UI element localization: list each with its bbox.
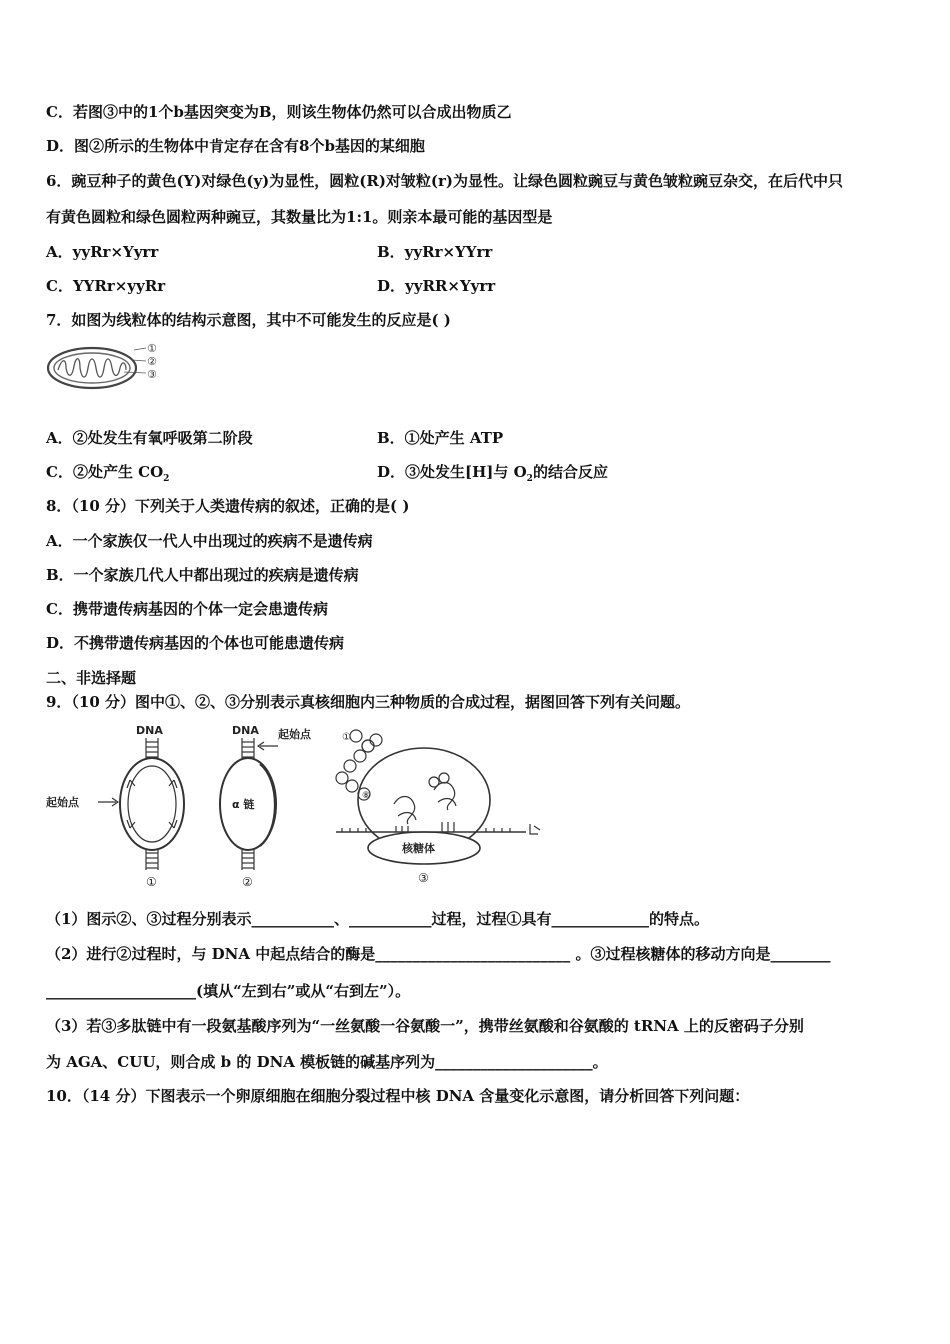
q7-option-b: B．①处产生 ATP xyxy=(377,429,504,447)
q9-part3-line1: （3）若③多肽链中有一段氨基酸序列为“一丝氨酸一谷氨酸一”，携带丝氨酸和谷氨酸的 tRNA 上的反密码子分别 xyxy=(46,1017,804,1035)
q5-option-c: C．若图③中的1个b基因突变为B，则该生物体仍然可以合成出物质乙 xyxy=(46,103,512,121)
q9-part2-line2: ____________________(填从“左到右”或从“右到左”）。 xyxy=(46,982,411,1000)
q9-part1: （1）图示②、③过程分别表示___________、___________过程，过程①具有_____________的特点。 xyxy=(46,910,709,928)
q8-stem: 8．（10 分）下列关于人类遗传病的叙述，正确的是( ) xyxy=(46,497,410,515)
q7-option-a: A．②处发生有氧呼吸第二阶段 xyxy=(46,429,253,447)
mitochondrion-figure xyxy=(46,340,166,396)
fig3-number: ③ xyxy=(418,871,429,885)
q8-option-a: A．一个家族仅一代人中出现过的疾病不是遗传病 xyxy=(46,532,373,550)
fig2-alpha-label: α 链 xyxy=(232,798,255,811)
fig3-chain-start: ① xyxy=(342,732,351,743)
q6-stem-line2: 有黄色圆粒和绿色圆粒两种豌豆，其数量比为1:1。则亲本最可能的基因型是 xyxy=(46,208,553,226)
fig3-ribosome-label: 核糖体 xyxy=(402,842,435,855)
q9-part2-line1: （2）进行②过程时，与 DNA 中起点结合的酶是__________________________ 。③过程核糖体的移动方向是________ xyxy=(46,945,831,963)
q6-option-d: D．yyRR×Yyrr xyxy=(377,277,496,295)
q9-stem: 9．（10 分）图中①、②、③分别表示真核细胞内三种物质的合成过程，据图回答下列有关问题。 xyxy=(46,693,691,711)
q6-option-a: A．yyRr×Yyrr xyxy=(46,243,159,261)
q8-option-b: B．一个家族几代人中都出现过的疾病是遗传病 xyxy=(46,566,359,584)
fig1-dna-label: DNA xyxy=(136,724,163,737)
q8-option-c: C．携带遗传病基因的个体一定会患遗传病 xyxy=(46,600,328,618)
q8-option-d: D．不携带遗传病基因的个体也可能患遗传病 xyxy=(46,634,345,652)
q7-option-d: D．③处发生[H]与 $O_2$的结合反应 xyxy=(377,463,608,484)
q9-figure xyxy=(46,720,566,890)
fig3-chain-end: ⑧ xyxy=(362,791,371,801)
fig2-origin-label: 起始点 xyxy=(278,728,311,741)
q7-option-c: C．②处产生 $CO_2$ xyxy=(46,463,170,484)
q7-stem: 7．如图为线粒体的结构示意图，其中不可能发生的反应是( ) xyxy=(46,311,451,329)
fig2-dna-label: DNA xyxy=(232,724,259,737)
fig1-number: ① xyxy=(146,875,157,889)
section-heading: 二、非选择题 xyxy=(46,669,137,687)
q10-stem: 10．（14 分）下图表示一个卵原细胞在细胞分裂过程中核 DNA 含量变化示意图，请分析回答下列问题： xyxy=(46,1087,750,1105)
q6-stem-line1: 6．豌豆种子的黄色(Y)对绿色(y)为显性，圆粒(R)对皱粒(r)为显性。让绿色圆粒豌豆与黄色皱粒豌豆杂交，在后代中只 xyxy=(46,172,844,190)
q6-option-c: C．YYRr×yyRr xyxy=(46,277,166,295)
mito-label-2: ② xyxy=(147,355,157,368)
q9-part3-line2: 为 AGA、CUU，则合成 b 的 DNA 模板链的碱基序列为_____________________。 xyxy=(46,1053,608,1071)
fig2-number: ② xyxy=(242,875,253,889)
fig1-origin-label: 起始点 xyxy=(46,796,79,809)
q5-option-d: D．图②所示的生物体中肯定存在含有8个b基因的某细胞 xyxy=(46,137,425,155)
mito-label-1: ① xyxy=(147,342,157,355)
mito-label-3: ③ xyxy=(147,368,157,381)
q6-option-b: B．yyRr×YYrr xyxy=(377,243,493,261)
